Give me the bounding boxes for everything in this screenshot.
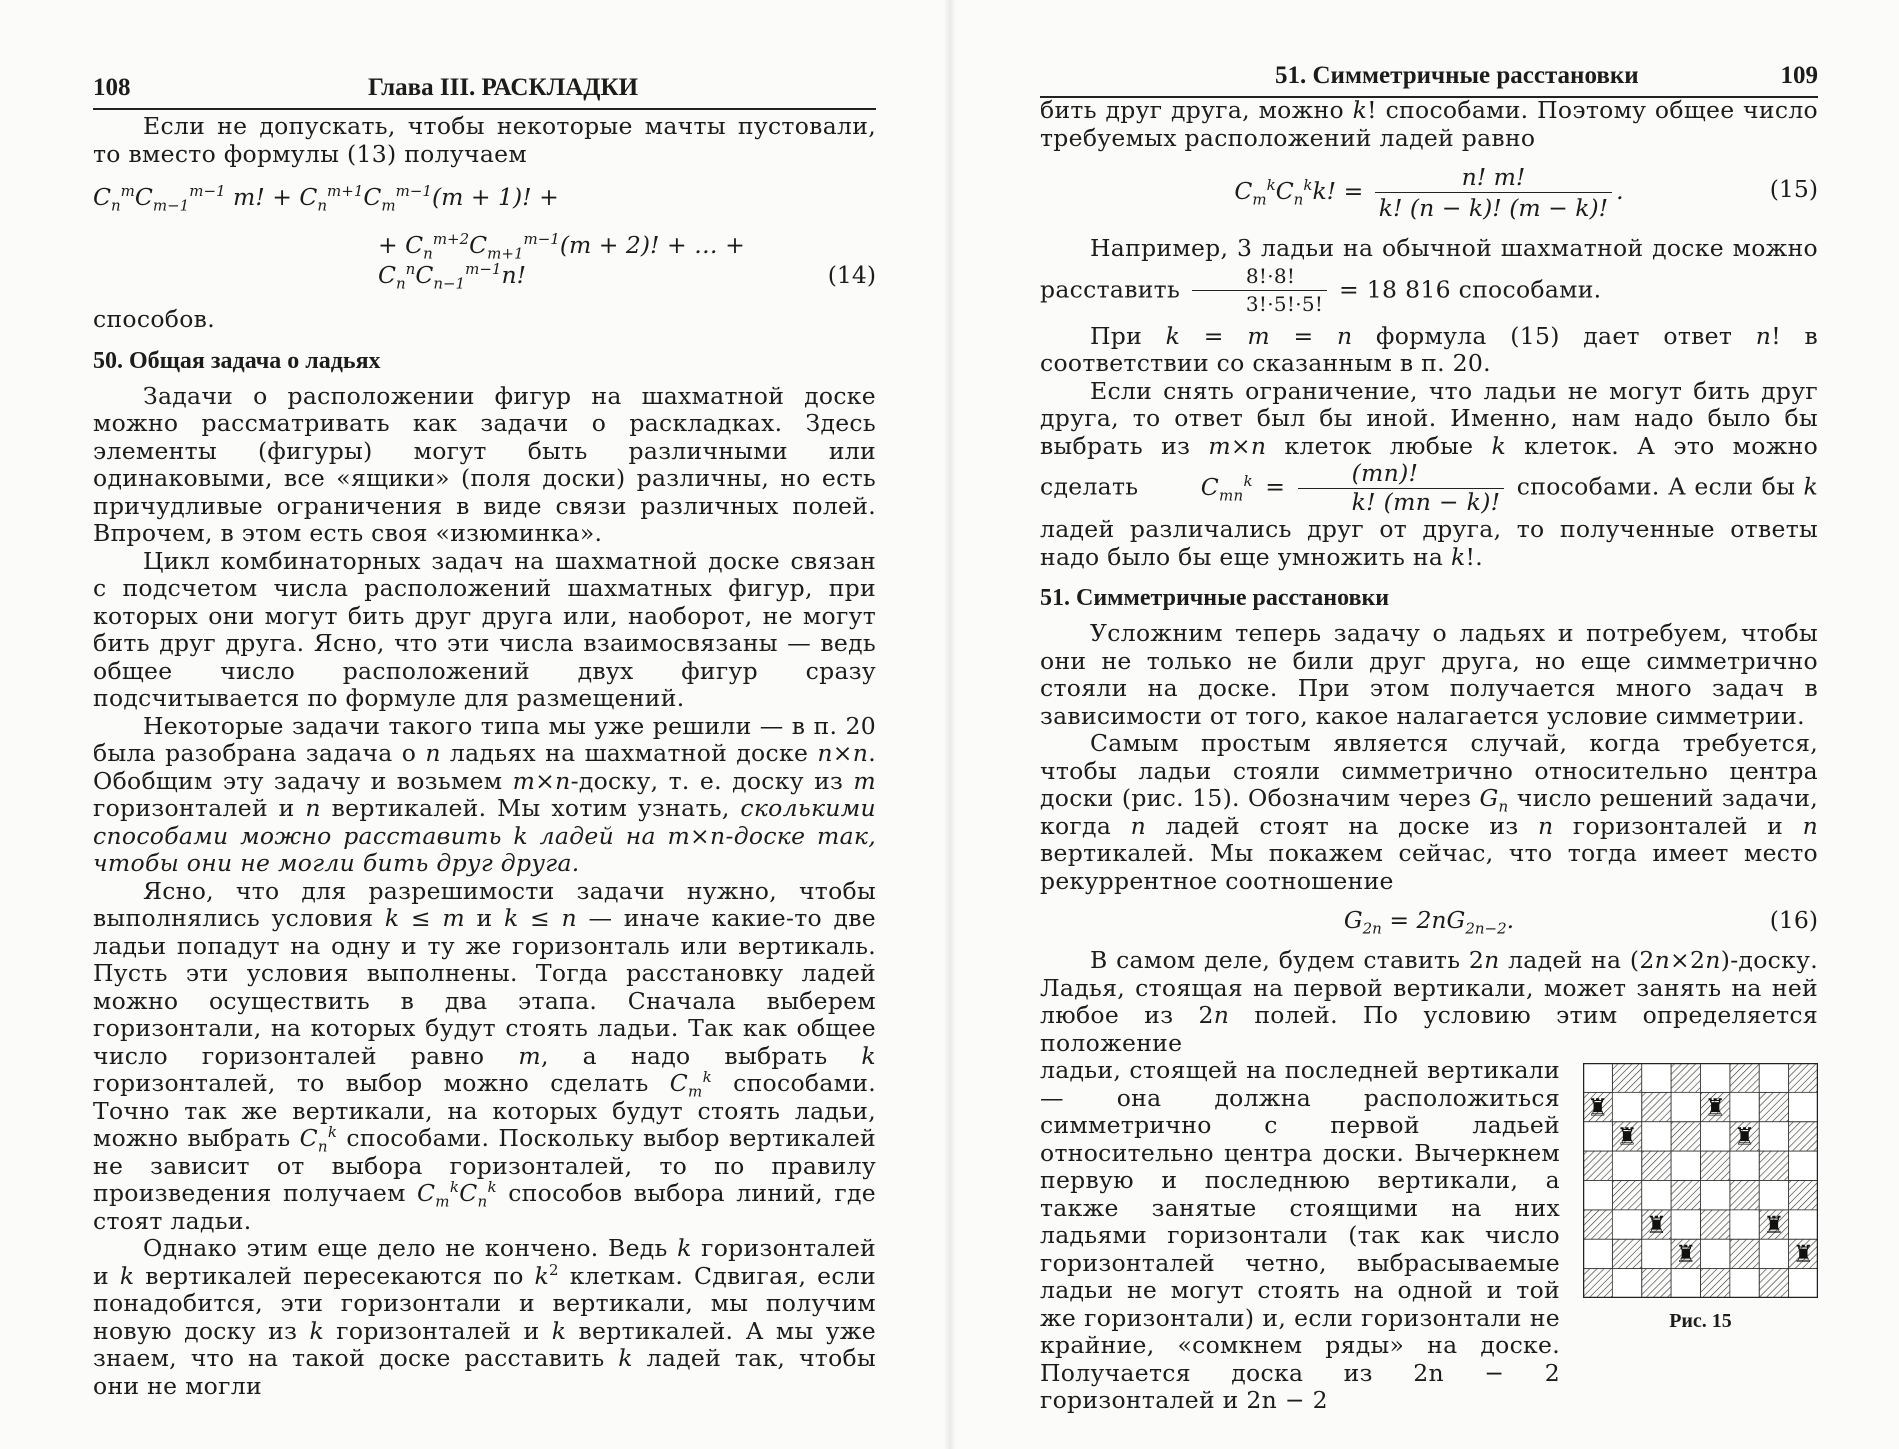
board-square xyxy=(1701,1239,1730,1268)
board-square xyxy=(1612,1151,1641,1180)
board-square xyxy=(1583,1181,1612,1210)
board-square xyxy=(1789,1181,1818,1210)
paragraph: ладьи, стоящей на последней вертикали — она должна расположиться симметрично с первой ладьей относительно центра доски. Вычеркнем первую и последнюю вертикали, а также занятые стоящими на них ладьями горизонтали (так как число горизонталей четно, выбрасываемые ладьи не могут стоять на одной и той же горизонтали) и, если горизонтали не крайние, «сомкнем ряды» на доске. Получается доска из 2n − 2 горизонталей и 2n − 2 xyxy=(1040,1056,1560,1414)
board-square xyxy=(1789,1092,1818,1121)
board-square xyxy=(1612,1239,1641,1268)
board-square xyxy=(1671,1269,1700,1298)
rook-icon: ♜ xyxy=(1587,1093,1609,1122)
board-square xyxy=(1701,1063,1730,1092)
formula-number: (15) xyxy=(1769,175,1818,203)
board-square xyxy=(1671,1181,1700,1210)
board-square xyxy=(1701,1181,1730,1210)
board-square xyxy=(1759,1181,1788,1210)
left-running-head: Глава III. РАСКЛАДКИ xyxy=(368,74,639,101)
board-square xyxy=(1612,1063,1641,1092)
paragraph: Например, 3 ладьи на обычной шахматной доске можно расставить $\frac{8!\cdot 8!}{3!\cdot 5!\cdot 5!}$ = 18 816 способами. xyxy=(1040,234,1818,316)
board-square xyxy=(1671,1151,1700,1180)
board-square xyxy=(1701,1151,1730,1180)
board-square xyxy=(1789,1269,1818,1298)
paragraph: В самом деле, будем ставить 2n ладей на (2n×2n)-доску. Ладья, стоящая на первой вертикали, может занять на ней любое из 2n полей. По условию этим определяется положение xyxy=(1040,946,1818,1057)
figure-15 xyxy=(1583,1063,1818,1333)
board-square xyxy=(1730,1063,1759,1092)
board-square xyxy=(1759,1122,1788,1151)
paragraph: Однако этим еще дело не кончено. Ведь k горизонталей и k вертикалей пересекаются по $k^2$ клеткам. Сдвигая, если понадобится, эти горизонтали и вертикали, мы получим новую доску из k горизонталей и k вертикалей. А мы уже знаем, что на такой доске расставить k ладей так, чтобы они не могли xyxy=(93,1234,877,1400)
right-page-number: 109 xyxy=(1780,62,1818,89)
paragraph: Цикл комбинаторных задач на шахматной доске связан с подсчетом числа расположений шахматных фигур, при которых они могут бить друг друга или, наоборот, не могут бить друг друга. Ясно, что эти числа взаимосвязаны — ведь общее число расположений двух фигур сразу подсчитывается по формуле для размещений. xyxy=(93,546,876,712)
left-page-number: 108 xyxy=(93,74,131,101)
board-square xyxy=(1671,1063,1700,1092)
board-square xyxy=(1612,1181,1641,1210)
rook-icon: ♜ xyxy=(1763,1210,1785,1239)
right-column xyxy=(1040,97,1818,1415)
board-square xyxy=(1612,1210,1641,1239)
section-heading: 50. Общая задача о ладьях xyxy=(93,347,381,374)
board-square xyxy=(1701,1210,1730,1239)
paragraph: Если снять ограничение, что ладьи не могут бить друг друга, то ответ был бы иной. Именно, нам надо было бы выбрать из m×n клеток любые k клеток. А это можно сделать $C_{mn}^k$ = $\frac{(mn)!}{k! (mn - k)!}$ способами. А если бы k ладей различались друг от друга, то полученные ответы надо было бы еще умножить на k!. xyxy=(1040,376,1819,571)
board-square xyxy=(1789,1210,1818,1239)
rook-icon: ♜ xyxy=(1645,1210,1667,1239)
board-square xyxy=(1642,1063,1671,1092)
board-square xyxy=(1642,1239,1671,1268)
left-column xyxy=(93,113,876,1400)
paragraph: Самым простым является случай, когда требуется, чтобы ладьи стояли симметрично относительно центра доски (рис. 15). Обозначим через $G_n$ число решений задачи, когда n ладей стоят на доске из n горизонталей и n вертикалей. Мы покажем сейчас, что тогда имеет место рекуррентное соотношение xyxy=(1040,729,1818,895)
formula-15: $C_m^kC_n^kk$! = $\frac{n! m!}{k! (n - k)! (m - k)!}$ . (15) xyxy=(1234,163,1818,222)
board-square xyxy=(1642,1181,1671,1210)
board-square xyxy=(1671,1092,1700,1121)
paragraph: При k = m = n формула (15) дает ответ n! в соответствии со сказанным в п. 20. xyxy=(1040,321,1819,377)
paragraph: Усложним теперь задачу о ладьях и потребуем, чтобы они не только не били друг друга, но еще симметрично стояли на доске. При этом получается много задач в зависимости от того, какое налагается условие симметрии. xyxy=(1040,619,1818,730)
board-square xyxy=(1789,1122,1818,1151)
board-square xyxy=(1730,1239,1759,1268)
board-square xyxy=(1583,1269,1612,1298)
figure-wrap xyxy=(1040,1057,1818,1415)
rook-icon: ♜ xyxy=(1675,1240,1697,1269)
board-square xyxy=(1730,1092,1759,1121)
chessboard-figure xyxy=(1583,1063,1818,1298)
board-square xyxy=(1759,1239,1788,1268)
board-square xyxy=(1671,1210,1700,1239)
rook-icon: ♜ xyxy=(1616,1122,1638,1151)
paragraph: Если не допускать, чтобы некоторые мачты пустовали, то вместо формулы (13) получаем xyxy=(93,112,876,168)
paragraph: способов. xyxy=(93,305,215,333)
board-square xyxy=(1583,1239,1612,1268)
formula-number: (16) xyxy=(1769,906,1818,934)
right-running-head: 51. Симметричные расстановки xyxy=(1275,62,1639,89)
board-square xyxy=(1583,1122,1612,1151)
board-square xyxy=(1789,1151,1818,1180)
figure-caption: Рис. 15 xyxy=(1669,1310,1732,1332)
formula-14-line2: + $C_n^{m+2}C_{m+1}^{m-1}(m + 2)$! + … + $C_n^nC_{n-1}^{m-1}n$! (14) xyxy=(378,230,876,293)
board-square xyxy=(1612,1092,1641,1121)
board-square xyxy=(1642,1151,1671,1180)
board-square xyxy=(1730,1181,1759,1210)
board-square xyxy=(1642,1092,1671,1121)
board-square xyxy=(1730,1269,1759,1298)
paragraph: Некоторые задачи такого типа мы уже решили — в п. 20 была разобрана задача о n ладьях на шахматной доске n×n. Обобщим эту задачу и возьмем m×n-доску, т. е. доску из m горизонталей и n вертикалей. Мы хотим узнать, сколькими способами можно расставить k ладей на m×n-доске так, чтобы они не могли бить друг друга. xyxy=(93,711,876,877)
board-square xyxy=(1759,1063,1788,1092)
rook-icon: ♜ xyxy=(1704,1093,1726,1122)
board-square xyxy=(1701,1122,1730,1151)
formula-16: $G_{2n} = 2nG_{2n-2}$. (16) xyxy=(1343,906,1818,938)
board-square xyxy=(1730,1151,1759,1180)
board-square xyxy=(1583,1210,1612,1239)
board-square xyxy=(1583,1151,1612,1180)
paragraph: Ясно, что для разрешимости задачи нужно, чтобы выполнялись условия k ≤ m и k ≤ n — иначе какие-то две ладьи попадут на одну и ту же горизонталь или вертикаль. Пусть эти условия выполнены. Тогда расстановку ладей можно осуществить в два этапа. Сначала выберем горизонтали, на которых будут стоять ладьи. Так как общее число горизонталей равно m, а надо выбрать k горизонталей, то выбор можно сделать $C_m^k$ способами. Точно так же вертикали, на которых будут стоять ладьи, можно выбрать $C_n^k$ способами. Поскольку выбор вертикалей не зависит от выбора горизонталей, то по правилу произведения получаем $C_m^kC_n^k$ способов выбора линий, где стоят ладьи. xyxy=(93,876,876,1235)
board-square xyxy=(1583,1063,1612,1092)
board-square xyxy=(1759,1092,1788,1121)
paragraph: бить друг друга, можно k! способами. Поэтому общее число требуемых расположений ладей равно xyxy=(1040,96,1818,152)
board-square xyxy=(1789,1063,1818,1092)
right-header xyxy=(1040,50,1818,98)
rook-icon: ♜ xyxy=(1734,1122,1756,1151)
board-square xyxy=(1642,1122,1671,1151)
book-fold xyxy=(944,0,956,1449)
board-square xyxy=(1612,1269,1641,1298)
board-square xyxy=(1642,1269,1671,1298)
section-heading: 51. Симметричные расстановки xyxy=(1040,585,1390,611)
formula-number: (14) xyxy=(827,261,876,289)
formula-14-line1: $C_n^mC_{m-1}^{m-1}$ m! + $C_n^{m+1}C_m^{m-1}(m + 1)$! + xyxy=(93,182,559,215)
board-square xyxy=(1759,1269,1788,1298)
board-square xyxy=(1701,1269,1730,1298)
rook-icon: ♜ xyxy=(1792,1240,1814,1269)
board-square xyxy=(1671,1122,1700,1151)
paragraph: Задачи о расположении фигур на шахматной доске можно рассматривать как задачи о раскладках. Здесь элементы (фигуры) могут быть различными или одинаковыми, все «ящики» (поля доски) различны, но есть причудливые ограничения в виде связи различных полей. Впрочем, в этом есть своя «изюминка». xyxy=(93,381,876,547)
board-square xyxy=(1730,1210,1759,1239)
left-header xyxy=(93,58,876,110)
board-square xyxy=(1759,1151,1788,1180)
